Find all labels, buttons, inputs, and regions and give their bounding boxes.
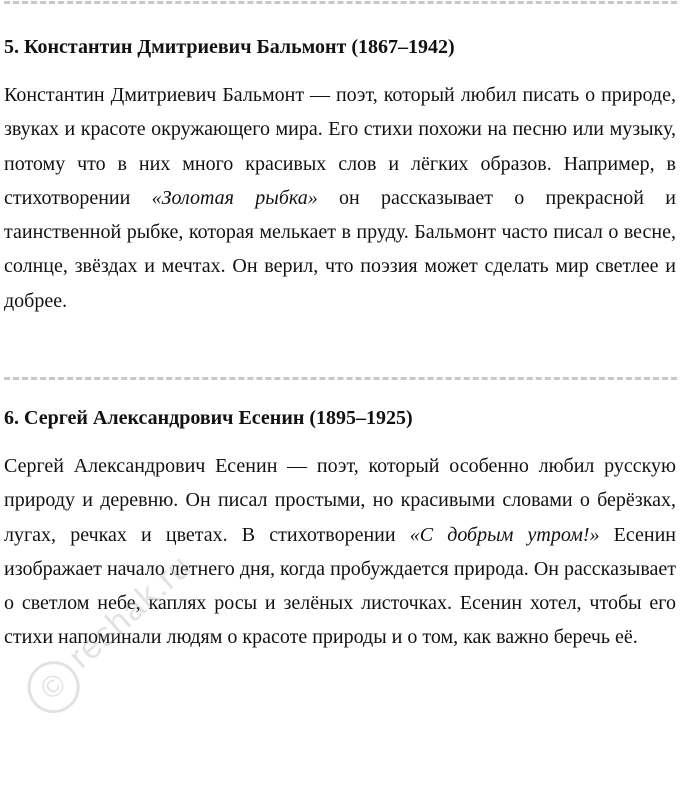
poem-title: «С добрым утром!» <box>409 523 600 546</box>
paragraph-text-end: он рассказывает о прекрасной и таинственной рыбке, которая мелькает в пруду. Бальмонт часто писал о весне, солнце, звёздах и мечтах. Он верил, что поэзия может сделать мир светлее и добрее. <box>4 186 676 312</box>
section-esenin <box>4 405 676 655</box>
section-paragraph <box>4 449 676 655</box>
section-heading: 5. Константин Дмитриевич Бальмонт (1867–1942) <box>4 36 455 58</box>
paragraph-text-start: Сергей Александрович Есенин — поэт, который особенно любил русскую природу и деревню. Он писал простыми, но красивыми словами о берёзках, лугах, речках и цветах. В стихотворении <box>4 455 676 546</box>
section-balmont <box>4 34 676 318</box>
paragraph-text-start: Константин Дмитриевич Бальмонт — поэт, который любил писать о природе, звуках и красоте окружающего мира. Его стихи похожи на песню или музыку, потому что в них много красивых слов и лёгких образов. Например, в стихотворении <box>4 84 676 209</box>
paragraph-text-end: Есенин изображает начало летнего дня, когда пробуждается природа. Он рассказывает о светлом небе, каплях росы и зелёных листочках. Есенин хотел, чтобы его стихи напоминали людям о красоте природы и о том, как важно беречь её. <box>4 523 677 649</box>
top-divider <box>4 1 677 4</box>
poem-title: «Золотая рыбка» <box>151 186 318 209</box>
section-paragraph <box>4 78 676 318</box>
section-divider <box>4 377 677 380</box>
section-heading: 6. Сергей Александрович Есенин (1895–1925) <box>4 407 413 429</box>
copyright-icon: © <box>17 650 90 723</box>
watermark-text: reshak.ru <box>61 547 199 677</box>
